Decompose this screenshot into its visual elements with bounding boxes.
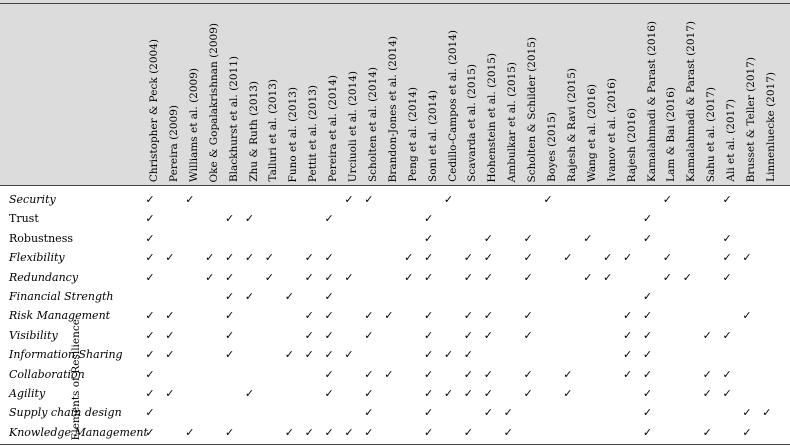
- check-mark: ✓: [364, 309, 374, 323]
- check-mark: ✓: [304, 425, 314, 439]
- check-mark: ✓: [324, 212, 334, 226]
- column-header: [701, 8, 720, 184]
- check-mark: ✓: [404, 251, 414, 265]
- check-mark: ✓: [165, 328, 175, 342]
- check-mark: ✓: [622, 367, 633, 381]
- column-header: [761, 8, 780, 184]
- column-header: [363, 8, 382, 184]
- check-mark: ✓: [483, 231, 493, 245]
- check-mark: ✓: [722, 251, 732, 265]
- check-mark: ✓: [423, 251, 434, 265]
- column-header: [443, 8, 462, 184]
- check-mark: ✓: [463, 309, 473, 323]
- check-mark: ✓: [185, 425, 195, 439]
- elements-of-resilience-header: Elements of Resilience: [70, 318, 82, 440]
- column-header-label: Boyes (2015): [546, 112, 558, 182]
- column-header-label: Blackhurst et al. (2011): [227, 55, 240, 182]
- row-label: Agility: [9, 387, 46, 400]
- check-mark: ✓: [463, 251, 473, 265]
- column-header: [224, 8, 243, 184]
- column-header: [622, 8, 641, 184]
- check-mark: ✓: [543, 193, 553, 206]
- check-mark: ✓: [244, 212, 255, 226]
- check-mark: ✓: [642, 328, 653, 342]
- check-mark: ✓: [642, 406, 653, 420]
- column-header: [602, 8, 621, 184]
- check-mark: ✓: [344, 425, 354, 439]
- check-mark: ✓: [145, 270, 155, 284]
- column-header: [462, 8, 481, 184]
- check-mark: ✓: [384, 309, 394, 323]
- check-mark: ✓: [503, 425, 513, 439]
- check-mark: ✓: [244, 290, 255, 303]
- check-mark: ✓: [185, 193, 195, 206]
- check-mark: ✓: [642, 290, 653, 303]
- check-mark: ✓: [523, 251, 533, 265]
- column-header: [204, 8, 223, 184]
- check-mark: ✓: [523, 309, 533, 323]
- column-header-label: Pereira et al. (2014): [327, 75, 340, 182]
- check-mark: ✓: [423, 387, 434, 400]
- check-mark: ✓: [423, 406, 434, 420]
- column-header-label: Christopher & Peck (2004): [148, 38, 160, 182]
- check-mark: ✓: [324, 387, 334, 400]
- column-header-label: Urciuoli et al. (2014): [347, 70, 359, 182]
- column-header: [184, 8, 203, 184]
- check-mark: ✓: [642, 367, 653, 381]
- check-mark: ✓: [722, 193, 732, 206]
- column-header-label: Ivanov et al. (2016): [605, 78, 618, 182]
- check-mark: ✓: [364, 367, 374, 381]
- column-header-label: Kamalahmadi & Parast (2016): [645, 20, 658, 182]
- check-mark: ✓: [364, 425, 374, 439]
- check-mark: ✓: [423, 309, 434, 323]
- check-mark: ✓: [503, 406, 513, 420]
- check-mark: ✓: [483, 251, 493, 265]
- check-mark: ✓: [423, 348, 434, 362]
- check-mark: ✓: [463, 425, 473, 439]
- check-mark: ✓: [423, 212, 434, 226]
- check-mark: ✓: [244, 387, 255, 400]
- check-mark: ✓: [622, 251, 633, 265]
- check-mark: ✓: [344, 193, 354, 206]
- column-header-label: Rajesh & Ravi (2015): [565, 68, 578, 182]
- check-mark: ✓: [304, 270, 314, 284]
- check-mark: ✓: [324, 425, 334, 439]
- column-header-label: Cedillo-Campos et al. (2014): [446, 30, 459, 182]
- check-mark: ✓: [224, 270, 235, 284]
- column-header-label: Rajesh (2016): [625, 107, 638, 182]
- check-mark: ✓: [384, 367, 394, 381]
- check-mark: ✓: [224, 251, 235, 265]
- check-mark: ✓: [165, 348, 175, 362]
- header-bottom-rule: [0, 185, 790, 186]
- check-mark: ✓: [523, 231, 533, 245]
- row-label: Supply chain design: [9, 406, 122, 420]
- column-header: [323, 8, 342, 184]
- check-mark: ✓: [304, 309, 314, 323]
- check-mark: ✓: [702, 387, 712, 400]
- check-mark: ✓: [205, 251, 215, 265]
- column-header-label: Zhu & Ruth (2013): [247, 81, 260, 182]
- column-header-label: Pettit et al. (2013): [307, 84, 320, 182]
- check-mark: ✓: [324, 328, 334, 342]
- table-top-rule: [0, 3, 790, 4]
- check-mark: ✓: [165, 387, 175, 400]
- column-header: [741, 8, 760, 184]
- row-label: Information Sharing: [9, 348, 123, 362]
- check-mark: ✓: [364, 328, 374, 342]
- check-mark: ✓: [762, 406, 772, 420]
- check-mark: ✓: [324, 309, 334, 323]
- check-mark: ✓: [622, 328, 633, 342]
- column-header-label: Williams et al. (2009): [187, 68, 200, 182]
- check-mark: ✓: [443, 348, 454, 362]
- check-mark: ✓: [563, 367, 573, 381]
- check-mark: ✓: [145, 367, 155, 381]
- column-header-label: Soni et al. (2014): [426, 90, 439, 182]
- column-header: [642, 8, 661, 184]
- check-mark: ✓: [483, 367, 493, 381]
- row-label: Financial Strength: [9, 290, 114, 303]
- check-mark: ✓: [344, 348, 354, 362]
- check-mark: ✓: [702, 425, 712, 439]
- column-header: [303, 8, 322, 184]
- check-mark: ✓: [423, 367, 434, 381]
- column-header: [164, 8, 183, 184]
- column-header: [403, 8, 422, 184]
- check-mark: ✓: [224, 348, 235, 362]
- column-header-label: Hohenstein et al. (2015): [486, 52, 499, 182]
- check-mark: ✓: [642, 309, 653, 323]
- column-header-label: Wang et al. (2016): [585, 84, 598, 182]
- row-label: Visibility: [9, 328, 58, 342]
- check-mark: ✓: [722, 270, 732, 284]
- row-label: Risk Management: [9, 309, 111, 323]
- check-mark: ✓: [264, 270, 274, 284]
- check-mark: ✓: [145, 231, 155, 245]
- column-header: [522, 8, 541, 184]
- check-mark: ✓: [145, 425, 155, 439]
- column-header: [244, 8, 263, 184]
- column-header-label: Funo et al. (2013): [287, 86, 300, 182]
- check-mark: ✓: [304, 251, 314, 265]
- check-mark: ✓: [364, 387, 374, 400]
- check-mark: ✓: [702, 328, 712, 342]
- check-mark: ✓: [463, 270, 473, 284]
- check-mark: ✓: [642, 387, 653, 400]
- column-header: [502, 8, 521, 184]
- check-mark: ✓: [642, 348, 653, 362]
- column-header-label: Brusset & Teller (2017): [745, 56, 757, 182]
- check-mark: ✓: [284, 425, 294, 439]
- check-mark: ✓: [324, 367, 334, 381]
- check-mark: ✓: [622, 309, 633, 323]
- column-header-label: Sahu et al. (2017): [705, 86, 718, 182]
- column-header: [582, 8, 601, 184]
- check-mark: ✓: [224, 309, 235, 323]
- check-mark: ✓: [304, 328, 314, 342]
- column-header-label: Scholten et al. (2014): [366, 66, 379, 182]
- check-mark: ✓: [404, 270, 414, 284]
- check-mark: ✓: [662, 270, 672, 284]
- column-header-label: Lam & Bai (2016): [665, 87, 678, 182]
- row-label: Robustness: [9, 231, 73, 245]
- check-mark: ✓: [722, 231, 732, 245]
- check-mark: ✓: [642, 425, 653, 439]
- column-header-label: Scholten & Schilder (2015): [526, 36, 539, 182]
- check-mark: ✓: [145, 348, 155, 362]
- column-header-label: Pereira (2009): [167, 105, 180, 182]
- check-mark: ✓: [622, 348, 633, 362]
- column-header: [263, 8, 282, 184]
- check-mark: ✓: [642, 231, 653, 245]
- check-mark: ✓: [224, 290, 235, 303]
- row-label: Trust: [9, 212, 39, 226]
- check-mark: ✓: [324, 348, 334, 362]
- check-mark: ✓: [423, 425, 434, 439]
- column-header: [482, 8, 501, 184]
- check-mark: ✓: [483, 387, 493, 400]
- check-mark: ✓: [682, 270, 692, 284]
- column-header-label: Scavarda et al. (2015): [466, 64, 479, 182]
- check-mark: ✓: [742, 251, 752, 265]
- check-mark: ✓: [165, 251, 175, 265]
- check-mark: ✓: [722, 328, 732, 342]
- check-mark: ✓: [483, 309, 493, 323]
- check-mark: ✓: [165, 309, 175, 323]
- column-header: [661, 8, 680, 184]
- check-mark: ✓: [742, 309, 752, 323]
- check-mark: ✓: [364, 193, 374, 206]
- check-mark: ✓: [344, 270, 354, 284]
- check-mark: ✓: [145, 406, 155, 420]
- check-mark: ✓: [603, 270, 613, 284]
- column-header-label: Ambulkar et al. (2015): [506, 61, 519, 182]
- row-label: Knowledge Management: [9, 425, 148, 439]
- column-header: [383, 8, 402, 184]
- column-header: [283, 8, 302, 184]
- check-mark: ✓: [563, 387, 573, 400]
- check-mark: ✓: [523, 367, 533, 381]
- check-mark: ✓: [463, 328, 473, 342]
- check-mark: ✓: [463, 348, 473, 362]
- check-mark: ✓: [224, 328, 235, 342]
- check-mark: ✓: [284, 348, 294, 362]
- check-mark: ✓: [583, 270, 593, 284]
- column-header-label: Brandon-Jones et al. (2014): [386, 35, 399, 182]
- check-mark: ✓: [642, 212, 653, 226]
- check-mark: ✓: [443, 193, 454, 206]
- check-mark: ✓: [423, 328, 434, 342]
- column-header: [144, 8, 163, 184]
- column-header: [721, 8, 740, 184]
- column-header-label: Talluri et al. (2013): [267, 79, 280, 182]
- check-mark: ✓: [145, 387, 155, 400]
- column-header-label: Linnenluecke (2017): [764, 72, 777, 182]
- check-mark: ✓: [224, 425, 235, 439]
- check-mark: ✓: [264, 251, 274, 265]
- row-label: Flexibility: [9, 251, 65, 265]
- check-mark: ✓: [702, 367, 712, 381]
- check-mark: ✓: [284, 290, 294, 303]
- check-mark: ✓: [742, 425, 752, 439]
- check-mark: ✓: [224, 212, 235, 226]
- check-mark: ✓: [324, 270, 334, 284]
- check-mark: ✓: [423, 231, 434, 245]
- check-mark: ✓: [563, 251, 573, 265]
- column-header-label: Kamalahmadi & Parast (2017): [685, 20, 698, 182]
- check-mark: ✓: [742, 406, 752, 420]
- column-header: [542, 8, 561, 184]
- column-header-label: Oke & Gopalakrishnan (2009): [207, 22, 220, 182]
- check-mark: ✓: [523, 270, 533, 284]
- column-header: [343, 8, 362, 184]
- table-bottom-rule: [0, 444, 790, 445]
- check-mark: ✓: [523, 328, 533, 342]
- check-mark: ✓: [662, 251, 672, 265]
- check-mark: ✓: [145, 251, 155, 265]
- check-mark: ✓: [483, 328, 493, 342]
- check-mark: ✓: [583, 231, 593, 245]
- row-label: Security: [9, 193, 56, 206]
- check-mark: ✓: [603, 251, 613, 265]
- row-label: Collaboration: [9, 367, 85, 381]
- column-header: [681, 8, 700, 184]
- check-mark: ✓: [304, 348, 314, 362]
- check-mark: ✓: [483, 406, 493, 420]
- column-header: [423, 8, 442, 184]
- check-mark: ✓: [145, 193, 155, 206]
- check-mark: ✓: [324, 290, 334, 303]
- check-mark: ✓: [483, 270, 493, 284]
- check-mark: ✓: [244, 251, 255, 265]
- check-mark: ✓: [463, 387, 473, 400]
- check-mark: ✓: [443, 387, 454, 400]
- column-header-label: Ali et al. (2017): [725, 99, 738, 182]
- check-mark: ✓: [205, 270, 215, 284]
- check-mark: ✓: [145, 212, 155, 226]
- check-mark: ✓: [523, 387, 533, 400]
- check-mark: ✓: [423, 270, 434, 284]
- row-label: Redundancy: [9, 270, 79, 284]
- check-mark: ✓: [722, 387, 732, 400]
- column-header-label: Peng et al. (2014): [406, 87, 419, 182]
- check-mark: ✓: [145, 309, 155, 323]
- check-mark: ✓: [324, 251, 334, 265]
- check-mark: ✓: [364, 406, 374, 420]
- column-header: [562, 8, 581, 184]
- check-mark: ✓: [722, 367, 732, 381]
- check-mark: ✓: [662, 193, 672, 206]
- check-mark: ✓: [145, 328, 155, 342]
- check-mark: ✓: [463, 367, 473, 381]
